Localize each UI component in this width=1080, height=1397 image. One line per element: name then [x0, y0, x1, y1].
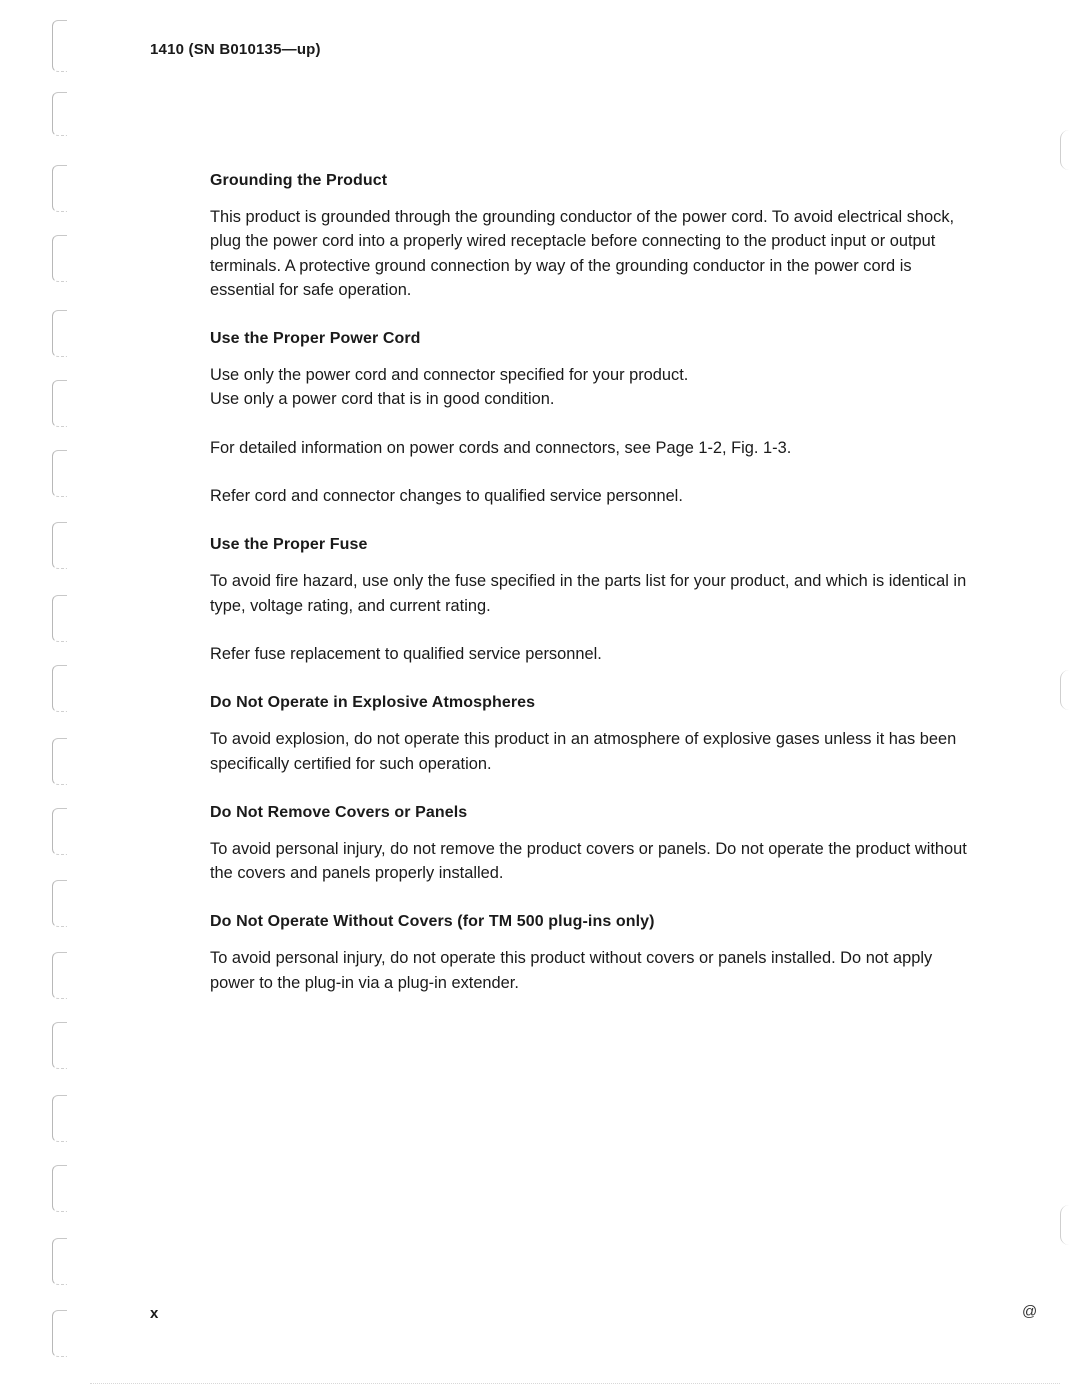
section-without-covers [210, 911, 975, 995]
section-paragraph: Refer fuse replacement to qualified service personnel. [210, 644, 602, 663]
binder-mark [52, 450, 67, 497]
binder-mark [52, 380, 67, 427]
binder-mark [52, 235, 67, 282]
binder-mark [52, 1022, 67, 1069]
section-heading: Use the Proper Fuse [210, 536, 368, 554]
section-explosive-atmospheres [210, 692, 975, 776]
bottom-edge-dots [90, 1383, 1060, 1384]
section-paragraph: For detailed information on power cords and connectors, see Page 1-2, Fig. 1-3. [210, 438, 792, 457]
section-paragraph: This product is grounded through the grounding conductor of the power cord. To avoid electrical shock, plug the power cord into a properly wired receptacle before connecting to the product input or output terminals. A protective ground connection by way of the grounding conductor in the power cord is essential for safe operation. [210, 208, 955, 299]
binder-mark [52, 1095, 67, 1142]
section-fuse [210, 534, 975, 666]
section-heading: Do Not Operate Without Covers (for TM 500 plug-ins only) [210, 913, 655, 931]
binder-mark [52, 165, 67, 212]
section-paragraph: To avoid explosion, do not operate this product in an atmosphere of explosive gases unless it has been specifically certified for such operation. [210, 730, 957, 773]
section-heading: Do Not Remove Covers or Panels [210, 803, 468, 821]
right-edge-mark [1060, 1205, 1069, 1245]
section-heading: Do Not Operate in Explosive Atmospheres [210, 694, 536, 712]
binder-mark [52, 1238, 67, 1285]
corner-mark: @ [1022, 1303, 1038, 1320]
section-paragraph: To avoid personal injury, do not remove the product covers or panels. Do not operate the product without the covers and panels properly installed. [210, 839, 967, 883]
section-heading: Grounding the Product [210, 172, 388, 189]
binder-mark [52, 738, 67, 785]
binder-mark [52, 808, 67, 855]
binder-mark [52, 952, 67, 999]
binder-mark [52, 665, 67, 712]
binder-mark [52, 522, 67, 569]
binder-mark [52, 595, 67, 642]
section-paragraph: Use only the power cord and connector specified for your product. [210, 366, 689, 385]
binder-mark [52, 880, 67, 927]
section-paragraph: Refer cord and connector changes to qualified service personnel. [210, 487, 683, 506]
binder-mark [52, 1165, 67, 1212]
binder-mark [52, 20, 67, 72]
binder-mark [52, 310, 67, 357]
section-covers-panels [210, 802, 975, 886]
section-paragraph: To avoid fire hazard, use only the fuse specified in the parts list for your product, and which is identical in type, voltage rating, and current rating. [210, 572, 967, 615]
section-grounding [210, 170, 975, 302]
section-power-cord [210, 328, 975, 508]
page-number: x [150, 1305, 159, 1322]
binder-mark [52, 92, 67, 136]
right-edge-mark [1060, 130, 1069, 170]
safety-content [210, 170, 975, 1021]
running-head: 1410 (SN B010135—up) [150, 41, 321, 58]
binder-mark [52, 1310, 67, 1357]
right-edge-mark [1060, 670, 1069, 710]
section-heading: Use the Proper Power Cord [210, 330, 421, 348]
section-paragraph: Use only a power cord that is in good condition. [210, 390, 555, 409]
section-paragraph: To avoid personal injury, do not operate this product without covers or panels installed. Do not apply power to the plug-in via a plug-in extender. [210, 949, 933, 992]
